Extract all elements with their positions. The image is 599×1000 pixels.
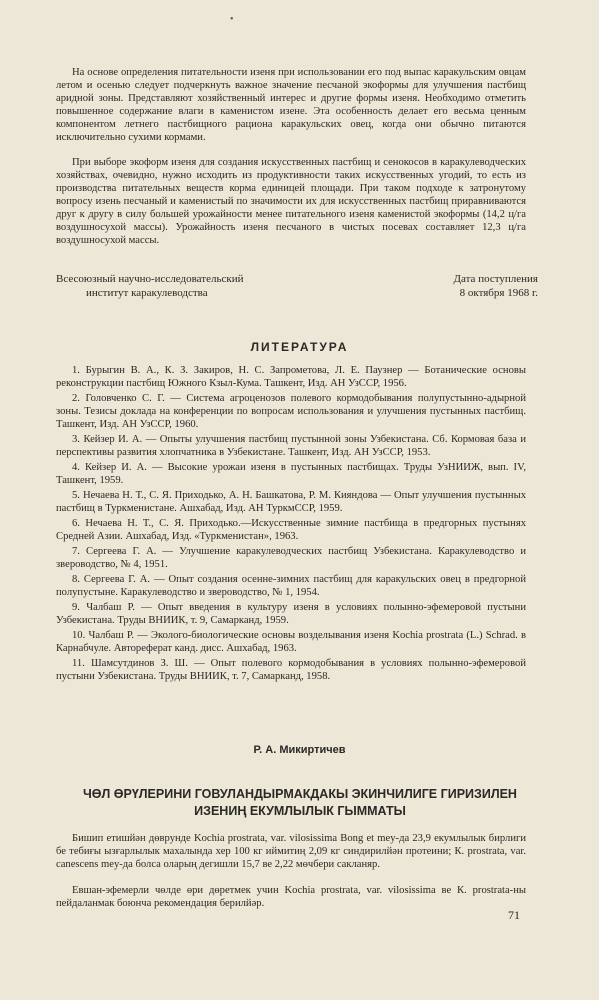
article-title [60, 786, 540, 820]
reference-item: 9. Чалбаш Р. — Опыт введения в культуру изеня в условиях полынно-эфемеровой пустыни Узбекистана. Труды ВНИИК, т. 9, Самарканд, 1959. [56, 602, 526, 626]
reference-item: 5. Нечаева Н. Т., С. Я. Приходько, А. Н. Башкатова, Р. М. Кияндова — Опыт улучшения пустынных пастбищ в Туркменистане. Ашхабад, Изд. АН ТуркмССР, 1959. [56, 490, 527, 514]
reference-item: 4. Кейзер И. А. — Высокие урожаи изеня в пустынных пастбищах. Труды УзНИИЖ, вып. IV, Ташкент, 1959. [56, 462, 527, 486]
reference-item: 10. Чалбаш Р. — Эколого-биологические основы возделывания изеня Kochia prostrata (L.) Schrad. в Карнабчуле. Автореферат канд. дисс. Ашхабад, 1963. [56, 630, 526, 654]
reference-item: 7. Сергеева Г. А. — Улучшение каракулеводческих пастбищ Узбекистана. Каракулеводство и звероводство, № 4, 1951. [56, 546, 526, 570]
affiliation-line-2: институт каракулеводства [86, 287, 208, 299]
page-number: 71 [508, 908, 520, 922]
intro-paragraph-2: При выборе экоформ изеня для создания искусственных пастбищ и сенокосов в каракулеводческих хозяйствах, очевидно, нужно исходить из продуктивности таких искусственных угодий, то есть из производства питательных веществ корма единицей площади. При таком подходе к затронутому вопросу изень песчаный и каменистый по значимости их для искусственных пастбищ приравниваются друг к другу в силу большей урожайности менее питательного изеня каменистой экоформы (14,2 ц/га воздушносухой массы). Урожайность изеня песчаного в чистых посевах составляет 12,3 ц/га воздушносухой массы. [56, 157, 526, 246]
intro-paragraph-1: На основе определения питательности изеня при использовании его под выпас каракульским овцам летом и осенью следует подчеркнуть важное значение песчаной экоформы для улучшения пастбищ аридной зоны. Представляют хозяйственный интерес и другие формы изеня. Необходимо отметить повышенное содержание влаги в каменистом изене. Эта особенность делает его весьма ценным компонентом летнего пастбищного рациона каракульских овец, когда они обычно питаются исключительно сухими кормами. [56, 67, 526, 143]
reference-list [56, 364, 526, 685]
affiliation [56, 272, 276, 300]
page-mark: • [230, 14, 234, 25]
reference-item: 1. Бурыгин В. А., К. З. Закиров, Н. С. Запрометова, Л. Е. Паузнер — Ботанические основы реконструкции пастбищ Южного Кзыл-Кума. Ташкент, Изд. АН УзССР, 1956. [56, 365, 526, 389]
received-label: Дата поступления [453, 273, 538, 285]
article-title-line-1: ЧӨЛ ӨРҮЛЕРИНИ ГОВУЛАНДЫРМАКДАКЫ ЭКИНЧИЛИГЕ ГИРИЗИЛЕН [83, 787, 517, 801]
summary-paragraph-2: Евшан-эфемерли чөлде өри дөретмек учин Kochia prostrata, var. vilosissima ве К. prostrata-ны пейдаланмак боюнча рекомендация берилйәр. [56, 885, 526, 909]
summary-paragraph-1: Бишип етишйән дөврунде Kochia prostrata, var. vilosissima Bong et mey-да 23,9 екумлылык бирлиги бе тебиғы ызғарлылык махалында хер 100 кг иймитиң 2,09 кг синдирилйән протеини; К. prostrata, var. canescens mey-да болса оларың дегишли 15,7 ве 2,22 мөчбери сакланяр. [56, 833, 526, 870]
reference-item: 6. Нечаева Н. Т., С. Я. Приходько.—Искусственные зимние пастбища в предгорных пустынях Средней Азии. Ашхабад, Изд. «Туркменистан», 1963. [56, 518, 526, 542]
reference-item: 2. Головченко С. Г. — Система агроценозов полевого кормодобывания полупустынно-адырной зоны. Тезисы доклада на конференции по вопросам использования и улучшения пустынных пастбищ. Ташкент, Изд. АН УзССР, 1960. [56, 393, 526, 430]
article-title-line-2: ИЗЕНИҢ ЕКУМЛЫЛЫК ГЫММАТЫ [194, 804, 406, 818]
received-value: 8 октября 1968 г. [459, 287, 538, 299]
reference-item: 3. Кейзер И. А. — Опыты улучшения пастбищ пустынной зоны Узбекистана. Сб. Кормовая база и перспективы развития хлопчатника в Узбекистане. Ташкент, Изд. АН УзССР, 1953. [56, 434, 526, 458]
affiliation-line-1: Всесоюзный научно-исследовательский [56, 273, 244, 285]
reference-item: 8. Сергеева Г. А. — Опыт создания осенне-зимних пастбищ для каракульских овец в предгорной полупустыне. Каракулеводство и звероводство, № 1, 1954. [56, 574, 527, 598]
article-author: Р. А. Микиртичев [253, 744, 346, 756]
received-date [418, 272, 538, 300]
literature-heading: ЛИТЕРАТУРА [250, 340, 349, 354]
reference-item: 11. Шамсутдинов З. Ш. — Опыт полевого кормодобывания в условиях полынно-эфемеровой пустыни Узбекистана. Труды ВНИИК, т. 7, Самарканд, 1958. [56, 658, 526, 682]
